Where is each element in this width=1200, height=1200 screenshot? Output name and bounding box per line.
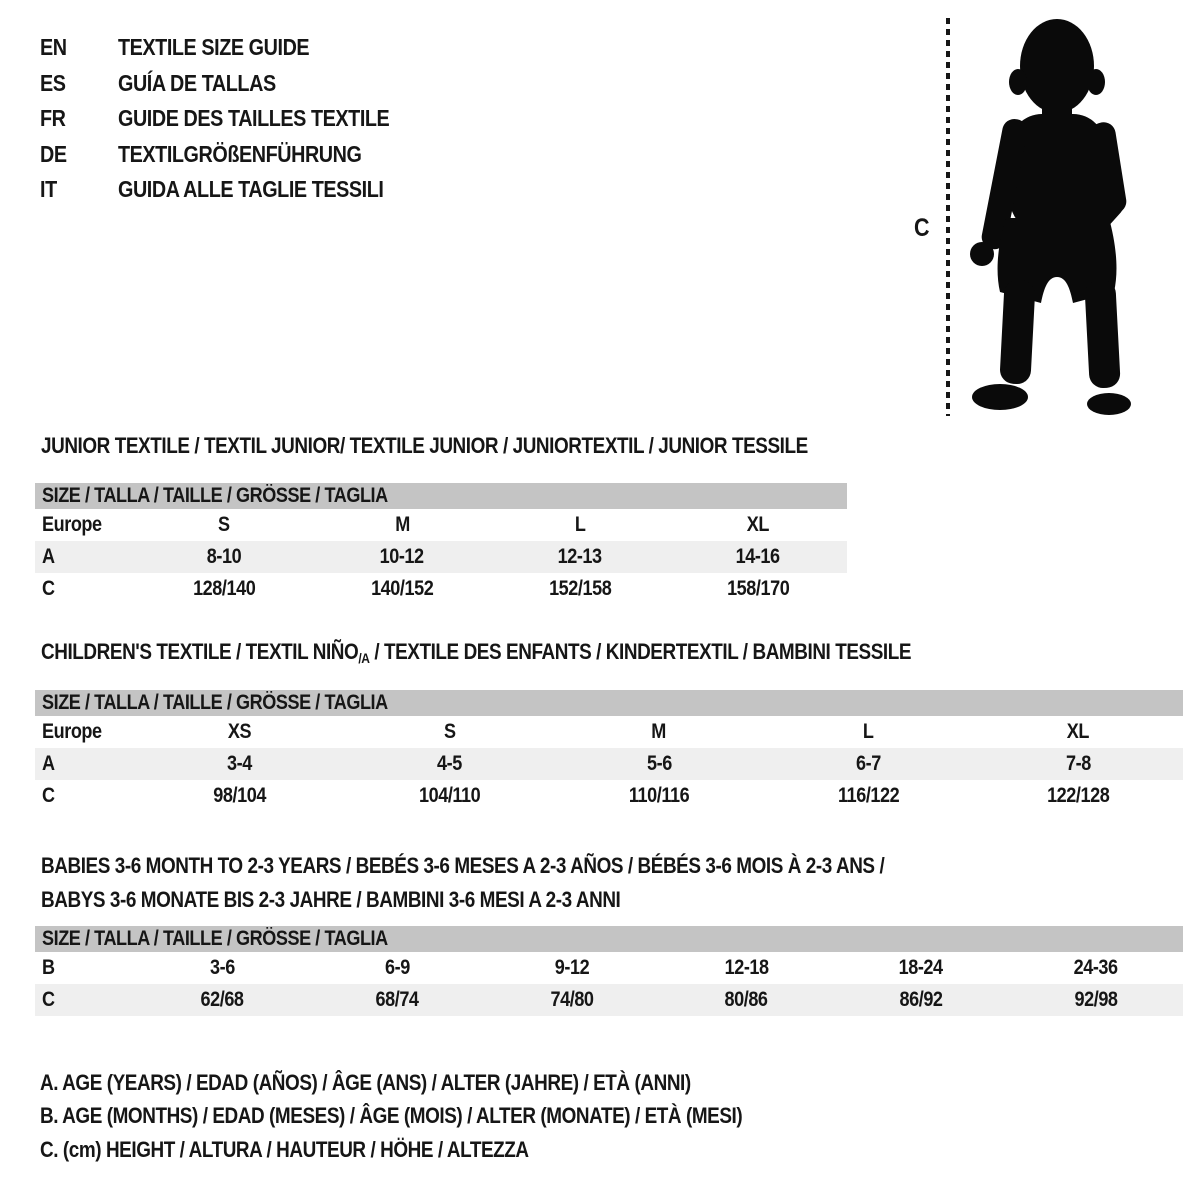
table-cell: 14-16 xyxy=(669,541,847,573)
table-cell: 18-24 xyxy=(898,956,943,979)
leg-left xyxy=(999,279,1035,384)
section-junior-textile xyxy=(35,435,847,605)
language-row xyxy=(40,66,434,102)
table-cell: 7-8 xyxy=(973,748,1183,780)
table-row xyxy=(35,716,1183,748)
table-cell: 92/98 xyxy=(1008,984,1183,1016)
ear-left xyxy=(1009,69,1027,95)
table-cell: 158/170 xyxy=(726,577,790,600)
table-cell: 74/80 xyxy=(484,984,659,1016)
size-header-cell: SIZE / TALLA / TAILLE / GRÖSSE / TAGLIA xyxy=(35,483,847,509)
size-header-cell: SIZE / TALLA / TAILLE / GRÖSSE / TAGLIA xyxy=(35,926,1183,952)
table-row xyxy=(35,509,847,541)
table-cell: 5-6 xyxy=(554,748,764,780)
table-header-row xyxy=(35,926,1183,952)
language-code: EN xyxy=(40,34,67,61)
row-label: C xyxy=(42,577,55,600)
table-cell: 12-13 xyxy=(491,541,669,573)
size-header-cell: SIZE / TALLA / TAILLE / GRÖSSE / TAGLIA xyxy=(35,690,1183,716)
table-cell: 3-6 xyxy=(209,956,235,979)
table-cell: M xyxy=(394,513,410,536)
table-row xyxy=(35,984,1183,1016)
table-cell: XL xyxy=(746,513,770,536)
legend-line: A. AGE (YEARS) / EDAD (AÑOS) / ÂGE (ANS) / ALTER (JAHRE) / ETÀ (ANNI) xyxy=(40,1069,691,1095)
children-size-table-container xyxy=(35,690,1183,812)
table-row xyxy=(35,541,847,573)
size-table xyxy=(35,926,1183,1016)
guide-title: GUIDE DES TAILLES TEXTILE xyxy=(118,105,390,132)
foot-right xyxy=(1087,393,1131,415)
toddler-silhouette-image xyxy=(960,12,1140,420)
language-code: IT xyxy=(40,176,57,203)
section-title-babies-line2: BABYS 3-6 MONATE BIS 2-3 JAHRE / BAMBINI 3-6 MESI A 2-3 ANNI xyxy=(41,887,621,912)
table-cell: 6-9 xyxy=(384,956,410,979)
title-text: / TEXTILE DES ENFANTS / KINDERTEXTIL / BAMBINI TESSILE xyxy=(369,639,912,664)
language-row xyxy=(40,101,434,137)
height-measure-label: C xyxy=(914,214,930,242)
guide-title: TEXTILE SIZE GUIDE xyxy=(118,34,310,61)
table-cell: 62/68 xyxy=(135,984,310,1016)
row-label: C xyxy=(42,784,55,807)
table-cell: 8-10 xyxy=(135,541,313,573)
table-cell: 12-18 xyxy=(724,956,769,979)
table-header-row xyxy=(35,690,1183,716)
table-row xyxy=(35,780,1183,812)
table-cell: 152/158 xyxy=(548,577,612,600)
table-cell: L xyxy=(574,513,586,536)
table-cell: 86/92 xyxy=(834,984,1009,1016)
table-cell: 122/128 xyxy=(1047,784,1110,807)
guide-title: GUÍA DE TALLAS xyxy=(118,69,276,96)
table-cell: XL xyxy=(1067,720,1090,743)
row-label: B xyxy=(42,956,55,979)
section-title-children xyxy=(41,639,1183,666)
head xyxy=(1020,19,1094,113)
table-cell: 116/122 xyxy=(837,784,900,807)
measure-legend xyxy=(40,1066,857,1167)
size-table xyxy=(35,690,1183,812)
row-label: A xyxy=(35,748,135,780)
legend-line: B. AGE (MONTHS) / EDAD (MESES) / ÂGE (MOIS) / ALTER (MONATE) / ETÀ (MESI) xyxy=(40,1103,743,1129)
title-subscript: /A xyxy=(358,650,370,666)
section-title-junior: JUNIOR TEXTILE / TEXTIL JUNIOR/ TEXTILE JUNIOR / JUNIORTEXTIL / JUNIOR TESSILE xyxy=(41,433,808,458)
section-children-textile xyxy=(35,641,1183,812)
table-cell: 98/104 xyxy=(213,784,267,807)
table-header-row xyxy=(35,483,847,509)
table-cell: 6-7 xyxy=(764,748,974,780)
table-row xyxy=(35,573,847,605)
language-code: DE xyxy=(40,140,67,167)
table-cell: 140/152 xyxy=(370,577,434,600)
table-cell: 9-12 xyxy=(554,956,589,979)
language-row xyxy=(40,30,434,66)
row-label: Europe xyxy=(42,513,102,536)
language-code: ES xyxy=(40,69,66,96)
table-cell: M xyxy=(651,720,667,743)
language-row xyxy=(40,172,434,208)
table-cell: 104/110 xyxy=(418,784,481,807)
table-cell: S xyxy=(443,720,456,743)
height-dashed-line xyxy=(946,18,950,416)
section-babies-textile xyxy=(35,849,1183,1016)
table-cell: 68/74 xyxy=(310,984,485,1016)
table-cell: 80/86 xyxy=(659,984,834,1016)
guide-title: TEXTILGRÖßENFÜHRUNG xyxy=(118,140,362,167)
hand-left xyxy=(970,242,994,266)
section-title-babies-line1: BABIES 3-6 MONTH TO 2-3 YEARS / BEBÉS 3-6 MESES A 2-3 AÑOS / BÉBÉS 3-6 MOIS À 2-3 ANS / xyxy=(41,853,885,878)
table-cell: S xyxy=(218,513,230,536)
title-text: CHILDREN'S TEXTILE / TEXTIL NIÑO xyxy=(41,639,359,664)
foot-left xyxy=(972,384,1028,410)
leg-right xyxy=(1084,279,1121,388)
size-table xyxy=(35,483,847,605)
table-cell: 110/116 xyxy=(628,784,690,807)
row-label: A xyxy=(35,541,135,573)
ear-right xyxy=(1087,69,1105,95)
row-label: C xyxy=(35,984,135,1016)
table-cell: XS xyxy=(228,720,252,743)
table-cell: 128/140 xyxy=(192,577,256,600)
babies-size-table-container xyxy=(35,926,1183,1016)
language-code: FR xyxy=(40,105,66,132)
table-cell: L xyxy=(863,720,874,743)
table-cell: 4-5 xyxy=(345,748,555,780)
junior-size-table-container xyxy=(35,483,847,605)
language-title-list xyxy=(40,30,434,208)
guide-title: GUIDA ALLE TAGLIE TESSILI xyxy=(118,176,384,203)
legend-line: C. (cm) HEIGHT / ALTURA / HAUTEUR / HÖHE / ALTEZZA xyxy=(40,1136,529,1162)
table-row xyxy=(35,952,1183,984)
table-cell: 10-12 xyxy=(313,541,491,573)
table-row xyxy=(35,748,1183,780)
language-row xyxy=(40,137,434,173)
table-cell: 3-4 xyxy=(135,748,345,780)
row-label: Europe xyxy=(42,720,102,743)
table-cell: 24-36 xyxy=(1073,956,1118,979)
